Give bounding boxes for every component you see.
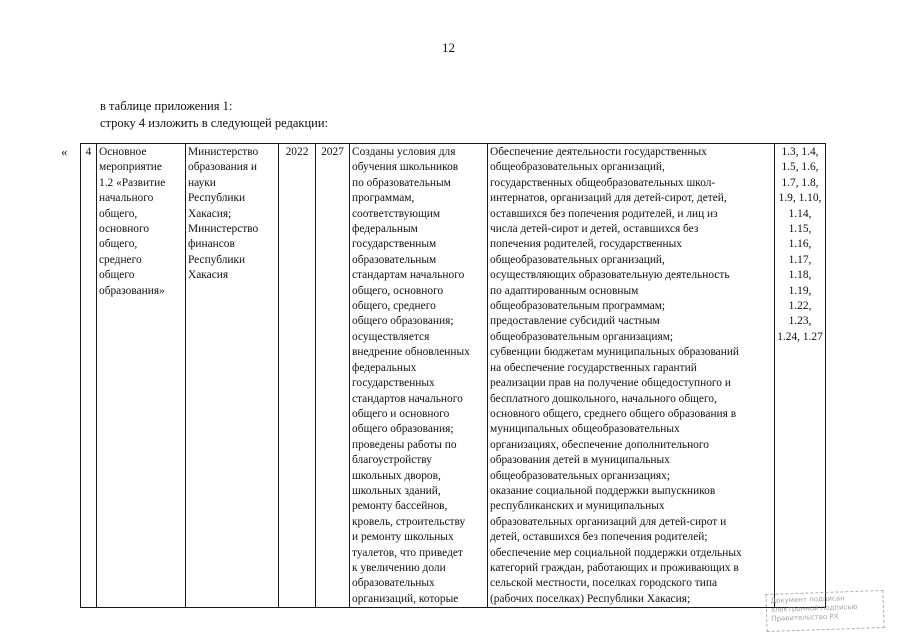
cell-text-line: образования»: [99, 284, 165, 297]
cell-text-line: основного: [99, 223, 150, 236]
cell-text-line: программам,: [352, 192, 415, 205]
cell-text-line: Хакасия;: [188, 207, 232, 220]
cell-text-line: реализации прав на получение общедоступного и: [490, 377, 731, 390]
cell-text-line: общего образования;: [352, 315, 454, 328]
cell-text-line: 1.9, 1.10,: [778, 192, 822, 205]
cell-text-line: основного общего, среднего общего образования в: [490, 407, 737, 420]
cell-text-line: государственных: [352, 377, 435, 390]
cell-text-line: попечения родителей, государственных: [490, 238, 682, 251]
cell-text-line: общего и основного: [352, 407, 450, 420]
cell-text-line: Министерство: [188, 146, 259, 158]
cell-text-line: 1.22,: [788, 300, 812, 313]
cell-text-line: общего: [99, 269, 135, 282]
cell-text-line: Созданы условия для: [352, 146, 456, 158]
cell-text-line: школьных зданий,: [352, 484, 441, 497]
cell-text-line: организациях, обеспечение дополнительного: [490, 438, 709, 451]
program-table: [80, 143, 826, 608]
cell-text-line: обеспечение мер социальной поддержки отдельных: [490, 546, 742, 559]
cell-text-line: образовательных: [352, 577, 435, 590]
cell-text-line: 1.14,: [788, 207, 812, 220]
cell-text-line: 1.17,: [788, 253, 812, 266]
row-number: 4: [85, 146, 92, 158]
year-end-cell: [316, 144, 350, 608]
cell-text-line: ремонту бассейнов,: [352, 500, 448, 513]
stamp-line: электронной подписью: [770, 602, 858, 614]
cell-text-line: внедрение обновленных: [352, 346, 470, 359]
cell-text-line: Хакасия: [188, 269, 229, 282]
year-start-cell: [279, 144, 316, 608]
cell-text-line: стандартам начального: [352, 269, 465, 282]
cell-text-line: на обеспечение государственных гарантий: [490, 361, 697, 374]
cell-text-line: 1.19,: [788, 284, 812, 297]
cell-text-line: республиканских и муниципальных: [490, 500, 665, 513]
cell-text-line: организаций, которые: [352, 592, 459, 605]
cell-text-line: благоустройству: [352, 454, 432, 467]
cell-text-line: государственным: [352, 238, 437, 251]
cell-text-line: и ремонту школьных: [352, 531, 454, 544]
cell-text-line: осуществляется: [352, 330, 430, 343]
cell-text-line: 1.7, 1.8,: [781, 176, 819, 189]
cell-text-line: общего, среднего: [352, 300, 436, 313]
year-end: 2027: [321, 146, 344, 158]
page-number: 12: [442, 40, 455, 55]
cell-text-line: муниципальных общеобразовательных: [490, 423, 680, 436]
stamp-line: Документ подписан: [770, 594, 845, 605]
cell-text-line: 1.23,: [788, 315, 812, 328]
intro-line-1: в таблице приложения 1:: [100, 99, 233, 113]
cell-text-line: бесплатного дошкольного, начального общего,: [490, 392, 717, 405]
cell-text-line: осуществляющих образовательную деятельность: [490, 269, 730, 282]
year-start: 2022: [285, 146, 309, 158]
opening-quote: «: [61, 144, 68, 159]
cell-text-line: науки: [188, 176, 216, 189]
cell-text-line: образовательным: [352, 253, 437, 266]
cell-text-line: кровель, строительству: [352, 515, 466, 528]
cell-text-line: (рабочих поселках) Республики Хакасия;: [490, 592, 691, 605]
cell-text-line: общего, основного: [352, 284, 444, 297]
cell-text-line: общеобразовательных организаций,: [490, 253, 665, 266]
cell-text-line: туалетов, что приведет: [352, 546, 463, 559]
cell-text-line: финансов: [188, 238, 235, 251]
cell-text-line: общеобразовательным организациям;: [490, 330, 674, 343]
cell-text-line: Республики: [188, 192, 246, 205]
cell-text-line: к увеличению доли: [352, 561, 446, 574]
executor-cell: [186, 144, 279, 608]
cell-text-line: общеобразовательным программам;: [490, 300, 666, 313]
cell-text-line: 1.16,: [788, 238, 812, 251]
cell-text-line: 1.15,: [788, 223, 812, 236]
cell-text-line: 1.3, 1.4,: [781, 146, 819, 158]
cell-text-line: предоставление субсидий частным: [490, 315, 660, 328]
cell-text-line: общеобразовательных организациях;: [490, 469, 671, 482]
cell-text-line: федеральным: [352, 223, 418, 236]
directions-cell: [488, 144, 775, 608]
cell-text-line: образования и: [188, 161, 258, 174]
cell-text-line: мероприятие: [99, 161, 162, 174]
cell-text-line: детей, оставшихся без попечения родителей;: [490, 531, 708, 544]
cell-text-line: сельской местности, поселках городского типа: [490, 577, 718, 590]
cell-text-line: Республики: [188, 253, 246, 266]
cell-text-line: оставшихся без попечения родителей, и лиц из: [490, 207, 718, 220]
cell-text-line: категорий граждан, работающих и проживающих в: [490, 561, 739, 574]
cell-text-line: соответствующим: [352, 207, 441, 220]
cell-text-line: 1.18,: [788, 269, 812, 282]
cell-text-line: школьных дворов,: [352, 469, 441, 482]
cell-text-line: Обеспечение деятельности государственных: [490, 146, 707, 158]
cell-text-line: Министерство: [188, 223, 259, 236]
event-cell: [97, 144, 186, 608]
cell-text-line: федеральных: [352, 361, 417, 374]
cell-text-line: государственных общеобразовательных школ-: [490, 176, 716, 189]
cell-text-line: проведены работы по: [352, 438, 457, 451]
result-cell: [350, 144, 488, 608]
cell-text-line: оказание социальной поддержки выпускников: [490, 484, 716, 497]
table-row: [81, 144, 826, 608]
cell-text-line: числа детей-сирот и детей, оставшихся без: [490, 223, 699, 236]
cell-text-line: 1.2 «Развитие: [99, 176, 166, 189]
cell-text-line: 1.5, 1.6,: [781, 161, 819, 174]
electronic-signature-stamp: [765, 590, 884, 632]
cell-text-line: образования детей в муниципальных: [490, 454, 670, 467]
cell-text-line: стандартов начального: [352, 392, 463, 405]
cell-text-line: общеобразовательных организаций,: [490, 161, 665, 174]
stamp-line: Правительство РХ: [771, 612, 839, 623]
cell-text-line: обучения школьников: [352, 161, 459, 174]
indicators-cell: [775, 144, 826, 608]
cell-text-line: начального: [99, 192, 154, 205]
cell-text-line: по адаптированным основным: [490, 284, 639, 297]
cell-text-line: 1.24, 1.27: [777, 330, 823, 343]
cell-text-line: интернатов, организаций для детей-сирот, детей,: [490, 192, 727, 205]
cell-text-line: по образовательным: [352, 176, 451, 189]
cell-text-line: образовательных организаций для детей-сирот и: [490, 515, 727, 528]
cell-text-line: общего,: [99, 238, 138, 251]
cell-text-line: общего образования;: [352, 423, 454, 436]
intro-line-2: строку 4 изложить в следующей редакции:: [100, 116, 329, 130]
cell-text-line: субвенции бюджетам муниципальных образований: [490, 346, 740, 359]
cell-text-line: среднего: [99, 253, 142, 266]
row-number-cell: [81, 144, 97, 608]
cell-text-line: общего,: [99, 207, 138, 220]
cell-text-line: Основное: [99, 146, 147, 158]
